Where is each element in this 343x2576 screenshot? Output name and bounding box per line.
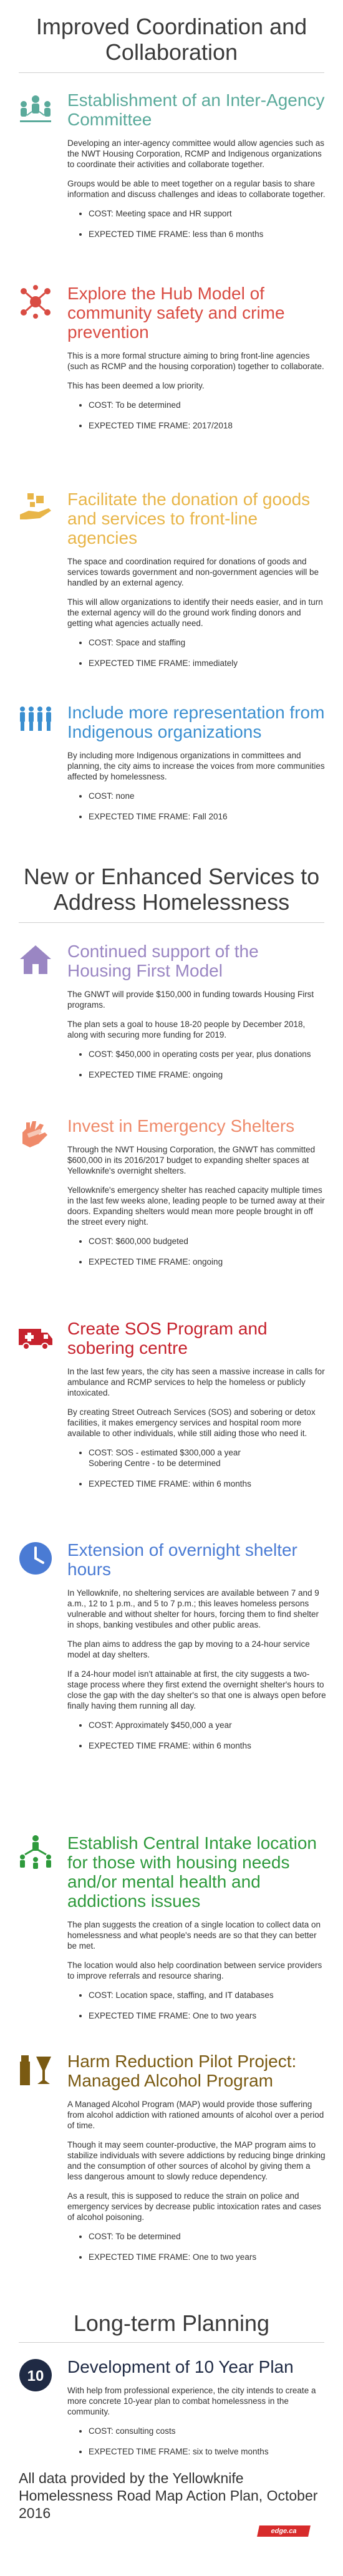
- bandaged-hand-icon: [17, 1116, 54, 1152]
- item-paragraph: The plan sets a goal to house 18-20 people by December 2018, along with securing more funding for 2019.: [67, 1020, 306, 1040]
- item-paragraph: Developing an inter-agency committee would allow agencies such as the NWT Housing Corporation, RCMP and Indigenous organizations to coordinate their activities and collaborate together.: [67, 138, 324, 169]
- hub-icon: [17, 284, 54, 320]
- svg-text:10: 10: [27, 2368, 44, 2385]
- item-paragraph: As a result, this is supposed to reduce the strain on police and emergency services by decrease public intoxication rates and cases of alcohol poisoning.: [67, 2191, 321, 2222]
- item-paragraph: Though it may seem counter-productive, the MAP program aims to stabilize individuals with severe addictions by reducing binge drinking and the consumption of other sources of alcohol by giving them a less dangerous amount to slowly reduce dependency.: [67, 2140, 326, 2181]
- item-title: Create SOS Program and sobering centre: [67, 1319, 268, 1358]
- item-paragraph: The plan aims to address the gap by moving to a 24-hour service model at day shelters.: [67, 1639, 310, 1659]
- timeframe-bullet: • EXPECTED TIME FRAME: less than 6 months: [89, 229, 327, 239]
- item-paragraph: By creating Street Outreach Services (SOS) and sobering or detox facilities, it makes emergency services and hospital room more available to other individuals, while still aiding those who need it.: [67, 1407, 316, 1438]
- house-icon: [17, 942, 54, 978]
- item-content: [67, 284, 327, 441]
- logo-text: edge.ca: [270, 2527, 297, 2535]
- item-content: [67, 490, 327, 678]
- item-paragraph: Groups would be able to meet together on a regular basis to share information and discuss challenges and ideas to collaborate together.: [67, 179, 326, 199]
- timeframe-bullet: • EXPECTED TIME FRAME: One to two years: [89, 2252, 327, 2262]
- timeframe-bullet: • EXPECTED TIME FRAME: immediately: [89, 658, 327, 668]
- cost-bullet: • COST: Approximately $450,000 a year: [89, 1720, 327, 1730]
- timeframe-bullet: • EXPECTED TIME FRAME: ongoing: [89, 1069, 327, 1080]
- item-title: Include more representation from Indigenous organizations: [67, 703, 325, 741]
- item-bullets: [67, 400, 327, 431]
- item-title: Extension of overnight shelter hours: [67, 1540, 297, 1579]
- cost-bullet: • COST: Space and staffing: [89, 637, 327, 648]
- item-paragraph: The space and coordination required for donations of goods and services towards government and non-government agencies will be handled by an external agency.: [67, 557, 319, 587]
- item-paragraph: In Yellowknife, no sheltering services are available between 7 and 9 a.m., 12 to 1 p.m., and 5 to 7 p.m.; this leaves homeless persons vulnerable and without shelter for hours, forcing them to find shelter in shops, banking vestibules and other public areas.: [67, 1588, 319, 1629]
- section-divider: [19, 922, 324, 923]
- cost-bullet: • COST: To be determined: [89, 400, 327, 410]
- item-paragraph: Yellowknife's emergency shelter has reached capacity multiple times in the last few weeks alone, leading people to be turned away at their doors. Expanding shelters would mean more people brought in off the street every night.: [67, 1185, 325, 1227]
- item-content: [67, 1833, 327, 2031]
- cost-bullet: • COST: none: [89, 791, 327, 801]
- section-services: [0, 864, 343, 923]
- item-content: [67, 1319, 327, 1499]
- clock-icon: [17, 1540, 54, 1576]
- cost-bullet: • COST: SOS - estimated $300,000 a year Sobering Centre - to be determined: [89, 1447, 327, 1469]
- cost-bullet: • COST: $450,000 in operating costs per year, plus donations: [89, 1049, 327, 1059]
- timeframe-bullet: • EXPECTED TIME FRAME: six to twelve months: [89, 2446, 327, 2457]
- ambulance-icon: [17, 1319, 54, 1355]
- donation-hand-icon: [17, 490, 54, 526]
- people-network-icon: [17, 90, 54, 127]
- item-content: [67, 942, 327, 1090]
- item-title: Establishment of an Inter-Agency Committee: [67, 90, 325, 129]
- central-intake-icon: [17, 1833, 54, 1869]
- item-paragraph: In the last few years, the city has seen a massive increase in calls for ambulance and RCMP services to help the homeless or publicly intoxicated.: [67, 1367, 325, 1397]
- item-content: [67, 1116, 327, 1277]
- item-paragraph: If a 24-hour model isn't attainable at first, the city suggests a two-stage process where they first extend the overnight shelter's hours to close the gap with the day shelter's so that one is always open before finally having them running all day.: [67, 1669, 326, 1710]
- cost-bullet: • COST: Location space, staffing, and IT databases: [89, 1990, 327, 2000]
- item-bullets: [67, 2426, 327, 2457]
- item-paragraph: The GNWT will provide $150,000 in funding towards Housing First programs.: [67, 990, 314, 1010]
- cost-bullet: • COST: consulting costs: [89, 2426, 327, 2436]
- section-divider: [19, 2342, 324, 2343]
- item-paragraph: Through the NWT Housing Corporation, the GNWT has committed $600,000 in its 2016/2017 budget to expanding shelter spaces at Yellowknife's overnight shelters.: [67, 1145, 316, 1175]
- section-title: New or Enhanced Services to Address Homelessness: [23, 864, 320, 915]
- item-paragraph: This is a more formal structure aiming to bring front-line agencies (such as RCMP and the housing corporation) together to collaborate.: [67, 351, 324, 371]
- source-note: All data provided by the Yellowknife Homelessness Road Map Action Plan, October 2016: [19, 2470, 318, 2521]
- timeframe-bullet: • EXPECTED TIME FRAME: 2017/2018: [89, 420, 327, 431]
- item-bullets: [67, 1720, 327, 1751]
- alcohol-glass-icon: [17, 2052, 54, 2088]
- cost-bullet: • COST: Meeting space and HR support: [89, 208, 327, 219]
- item-bullets: [67, 1236, 327, 1267]
- item-content: [67, 2052, 327, 2272]
- item-paragraph: By including more Indigenous organizations in committees and planning, the city aims to increase the voices from more communities affected by homelessness.: [67, 751, 325, 781]
- item-bullets: [67, 637, 327, 668]
- item-title: Facilitate the donation of goods and services to front-line agencies: [67, 490, 311, 548]
- item-content: [67, 2357, 327, 2467]
- item-bullets: [67, 1990, 327, 2021]
- item-title: Harm Reduction Pilot Project: Managed Alcohol Program: [67, 2052, 297, 2090]
- section-divider: [19, 72, 324, 73]
- item-content: [67, 90, 327, 249]
- section-title: Improved Coordination and Collaboration: [36, 14, 307, 65]
- item-title: Establish Central Intake location for those with housing needs and/or mental health and addictions issues: [67, 1833, 317, 1911]
- number-ten-icon: [17, 2357, 54, 2393]
- timeframe-bullet: • EXPECTED TIME FRAME: within 6 months: [89, 1740, 327, 1751]
- item-bullets: [67, 791, 327, 822]
- item-paragraph: The location would also help coordination between service providers to improve referrals and resource sharing.: [67, 1961, 322, 1980]
- timeframe-bullet: • EXPECTED TIME FRAME: within 6 months: [89, 1479, 327, 1489]
- item-bullets: [67, 1447, 327, 1489]
- cost-bullet: • COST: To be determined: [89, 2231, 327, 2242]
- item-paragraph: A Managed Alcohol Program (MAP) would provide those suffering from alcohol addiction with rationed amounts of alcohol over a period of time.: [67, 2100, 324, 2130]
- section-title: Long-term Planning: [73, 2310, 270, 2336]
- item-bullets: [67, 2231, 327, 2262]
- item-paragraph: With help from professional experience, the city intends to create a more concrete 10-year plan to combat homelessness in the community.: [67, 2386, 316, 2416]
- section-planning: [0, 2310, 343, 2343]
- item-bullets: [67, 1049, 327, 1080]
- item-content: [67, 1540, 327, 1761]
- timeframe-bullet: • EXPECTED TIME FRAME: One to two years: [89, 2010, 327, 2021]
- item-title: Explore the Hub Model of community safety and crime prevention: [67, 284, 285, 342]
- edge-logo: [257, 2525, 311, 2537]
- item-content: [67, 703, 327, 832]
- group-people-icon: [17, 703, 54, 739]
- item-paragraph: The plan suggests the creation of a single location to collect data on homelessness and what people's needs are so that they can better be met.: [67, 1920, 321, 1951]
- item-paragraph: This has been deemed a low priority.: [67, 381, 205, 390]
- item-bullets: [67, 208, 327, 239]
- timeframe-bullet: • EXPECTED TIME FRAME: ongoing: [89, 1257, 327, 1267]
- cost-bullet: • COST: $600,000 budgeted: [89, 1236, 327, 1247]
- item-title: Development of 10 Year Plan: [67, 2357, 294, 2376]
- section-coordination: [0, 14, 343, 73]
- item-paragraph: This will allow organizations to identify their needs easier, and in turn the external agency will do the ground work finding donors and getting what agencies actually need.: [67, 597, 323, 628]
- timeframe-bullet: • EXPECTED TIME FRAME: Fall 2016: [89, 811, 327, 822]
- item-title: Continued support of the Housing First Model: [67, 942, 259, 980]
- item-title: Invest in Emergency Shelters: [67, 1116, 295, 1136]
